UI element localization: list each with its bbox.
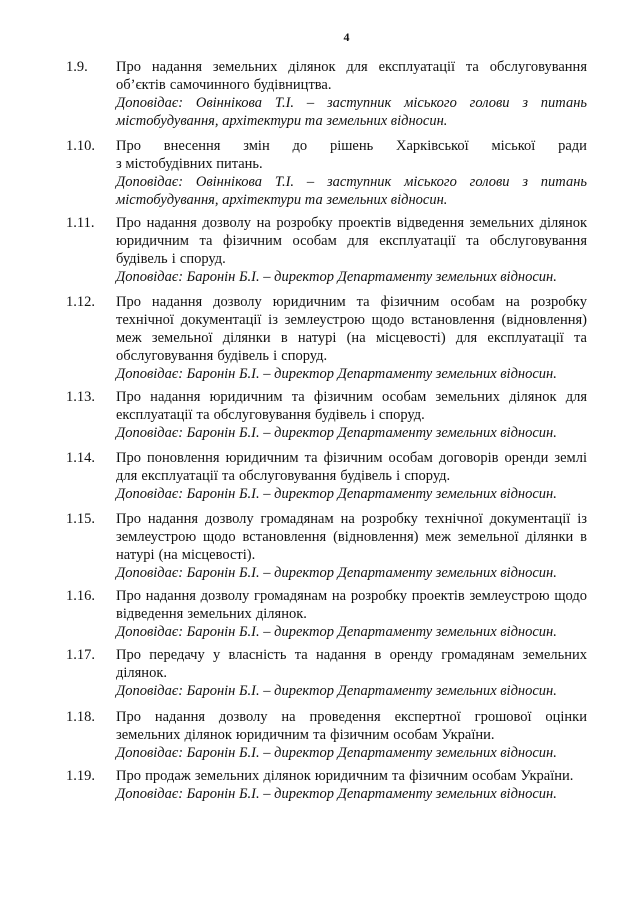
item-number: 1.9. — [66, 59, 88, 75]
item-body — [116, 767, 587, 803]
item-title: Про надання дозволу на проведення експертної грошової оцінки земельних ділянок юридичним та фізичним особам України. — [116, 709, 587, 743]
item-number: 1.14. — [66, 450, 95, 466]
item-title-line-1 — [116, 137, 587, 155]
title-word: Харківської — [396, 138, 469, 154]
item-title: Про продаж земельних ділянок юридичним та фізичним особам України. — [116, 768, 574, 784]
item-body — [116, 708, 587, 762]
item-reporter: Доповідає: Баронін Б.І. – директор Департаменту земельних відносин. — [116, 786, 557, 802]
item-reporter: Доповідає: Баронін Б.І. – директор Департаменту земельних відносин. — [116, 745, 557, 761]
item-body — [116, 646, 587, 700]
item-body — [116, 137, 587, 209]
title-word: змін — [243, 138, 270, 154]
item-title: Про надання дозволу на розробку проектів відведення земельних ділянок юридичним та фізичним особам для експлуатації та обслуговування будівель і споруд. — [116, 215, 587, 267]
title-word: до — [292, 138, 308, 154]
item-title: Про поновлення юридичним та фізичним особам договорів оренди землі для експлуатації та обслуговування будівель і споруд. — [116, 450, 587, 484]
title-word: Про — [116, 138, 141, 154]
item-reporter: Доповідає: Баронін Б.І. – директор Департаменту земельних відносин. — [116, 269, 557, 285]
item-title: Про надання дозволу громадянам на розробку проектів землеустрою щодо відведення земельних ділянок. — [116, 588, 587, 622]
item-body — [116, 293, 587, 383]
item-number: 1.12. — [66, 294, 95, 310]
item-reporter: Доповідає: Баронін Б.І. – директор Департаменту земельних відносин. — [116, 565, 557, 581]
item-reporter: Доповідає: Баронін Б.І. – директор Департаменту земельних відносин. — [116, 366, 557, 382]
item-reporter: Доповідає: Овіннікова Т.І. – заступник міського голови з питань містобудування, архітектури та земельних відносин. — [116, 174, 587, 208]
item-number: 1.17. — [66, 647, 95, 663]
title-word: ради — [558, 138, 587, 154]
item-body — [116, 587, 587, 641]
item-reporter: Доповідає: Баронін Б.І. – директор Департаменту земельних відносин. — [116, 425, 557, 441]
item-title: Про надання земельних ділянок для експлуатації та обслуговування об’єктів самочинного будівництва. — [116, 59, 587, 93]
title-word: міської — [491, 138, 536, 154]
item-number: 1.13. — [66, 389, 95, 405]
item-body — [116, 214, 587, 286]
item-number: 1.11. — [66, 215, 95, 231]
item-number: 1.10. — [66, 138, 95, 154]
title-word: внесення — [163, 138, 221, 154]
item-title: Про надання дозволу юридичним та фізичним особам на розробку технічної документації із землеустрою щодо встановлення (відновлення) меж земельної ділянки в натурі (на місцевості) для експлуатації та обслуговування будівель і споруд. — [116, 294, 587, 364]
item-reporter: Доповідає: Овіннікова Т.І. – заступник міського голови з питань містобудування, архітектури та земельних відносин. — [116, 95, 587, 129]
title-word: рішень — [329, 138, 374, 154]
item-body — [116, 449, 587, 503]
item-number: 1.18. — [66, 709, 95, 725]
item-title: Про передачу у власність та надання в оренду громадянам земельних ділянок. — [116, 647, 587, 681]
item-number: 1.19. — [66, 768, 95, 784]
item-number: 1.16. — [66, 588, 95, 604]
item-reporter: Доповідає: Баронін Б.І. – директор Департаменту земельних відносин. — [116, 683, 557, 699]
item-title: Про надання дозволу громадянам на розробку технічної документації із землеустрою щодо встановлення (відновлення) меж земельної ділянки в натурі (на місцевості). — [116, 511, 587, 563]
item-title-line-2: з містобудівних питань. — [116, 156, 263, 172]
item-number: 1.15. — [66, 511, 95, 527]
item-reporter: Доповідає: Баронін Б.І. – директор Департаменту земельних відносин. — [116, 624, 557, 640]
item-reporter: Доповідає: Баронін Б.І. – директор Департаменту земельних відносин. — [116, 486, 557, 502]
item-body — [116, 510, 587, 582]
page-number: 4 — [343, 30, 350, 44]
item-body — [116, 388, 587, 442]
item-title: Про надання юридичним та фізичним особам земельних ділянок для експлуатації та обслуговування будівель і споруд. — [116, 389, 587, 423]
item-body — [116, 58, 587, 130]
